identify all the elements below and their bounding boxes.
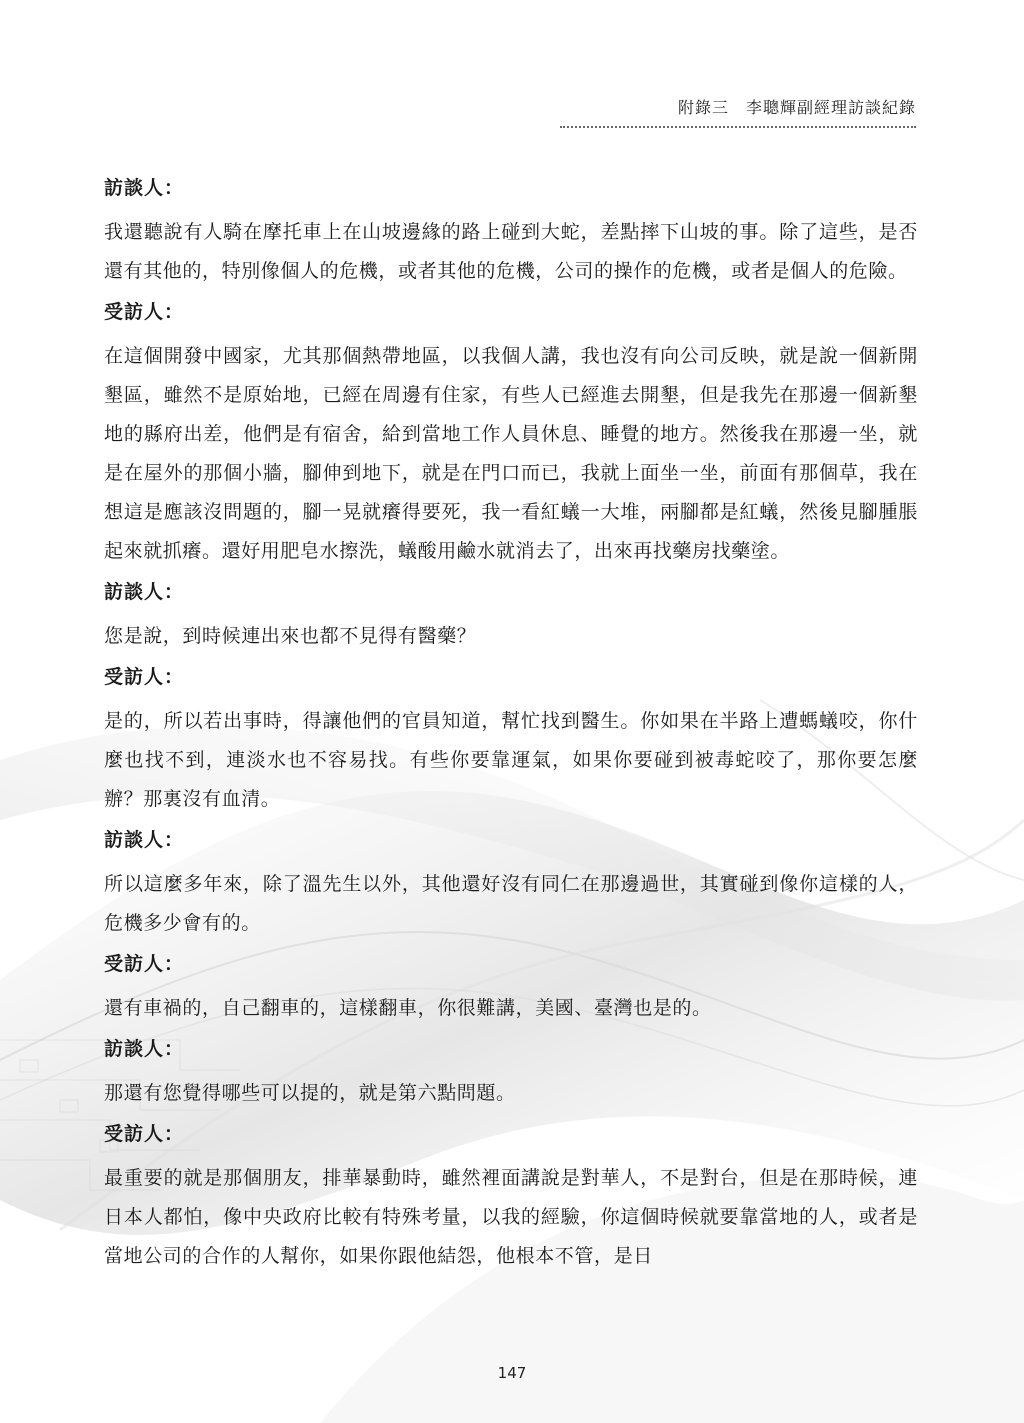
dialogue-entry bbox=[104, 175, 918, 291]
speaker-label-interviewee: 受訪人： bbox=[104, 1123, 185, 1145]
speaker-label-interviewer: 訪談人： bbox=[104, 177, 185, 199]
page-number: 147 bbox=[497, 1364, 527, 1382]
dialogue-entry bbox=[104, 579, 918, 656]
dialogue-text: 您是說，到時候連出來也都不見得有醫藥？ bbox=[104, 625, 477, 647]
dialogue-text: 那還有您覺得哪些可以提的，就是第六點問題。 bbox=[104, 1082, 516, 1104]
dialogue-text: 是的，所以若出事時，得讓他們的官員知道，幫忙找到醫生。你如果在半路上遭螞蟻咬，你什麼也找不到，連淡水也不容易找。有些你要靠運氣，如果你要碰到被毒蛇咬了，那你要怎麼辦？那裏沒有血清。 bbox=[104, 710, 918, 810]
speaker-label-interviewer: 訪談人： bbox=[104, 581, 185, 603]
dialogue-text: 還有車禍的，自己翻車的，這樣翻車，你很難講，美國、臺灣也是的。 bbox=[104, 997, 712, 1019]
dialogue-entry bbox=[104, 1121, 918, 1276]
dialogue-text: 最重要的就是那個朋友，排華暴動時，雖然裡面講說是對華人，不是對台，但是在那時候，連日本人都怕，像中央政府比較有特殊考量，以我的經驗，你這個時候就要靠當地的人，或者是當地公司的合作的人幫你，如果你跟他結怨，他根本不管，是日 bbox=[104, 1167, 918, 1267]
dialogue-entry bbox=[104, 827, 918, 943]
running-header bbox=[560, 96, 916, 128]
dialogue-text: 我還聽說有人騎在摩托車上在山坡邊緣的路上碰到大蛇，差點摔下山坡的事。除了這些，是否還有其他的，特別像個人的危機，或者其他的危機，公司的操作的危機，或者是個人的危險。 bbox=[104, 221, 918, 282]
header-dotted-rule bbox=[560, 126, 916, 128]
running-header-title: 附錄三 李聰輝副經理訪談紀錄 bbox=[677, 98, 916, 117]
speaker-label-interviewee: 受訪人： bbox=[104, 666, 185, 688]
speaker-label-interviewer: 訪談人： bbox=[104, 829, 185, 851]
dialogue-text: 所以這麼多年來，除了溫先生以外，其他還好沒有同仁在那邊過世，其實碰到像你這樣的人，危機多少會有的。 bbox=[104, 873, 918, 934]
speaker-label-interviewee: 受訪人： bbox=[104, 301, 185, 323]
speaker-label-interviewee: 受訪人： bbox=[104, 953, 185, 975]
dialogue-entry bbox=[104, 1036, 918, 1113]
interview-transcript bbox=[104, 175, 918, 1284]
dialogue-entry bbox=[104, 664, 918, 819]
dialogue-text: 在這個開發中國家，尤其那個熱帶地區，以我個人講，我也沒有向公司反映，就是說一個新開墾區，雖然不是原始地，已經在周邊有住家，有些人已經進去開墾，但是我先在那邊一個新墾地的縣府出差，他們是有宿舍，給到當地工作人員休息、睡覺的地方。然後我在那邊一坐，就是在屋外的那個小牆，腳伸到地下，就是在門口而已，我就上面坐一坐，前面有那個草，我在想這是應該沒問題的，腳一晃就癢得要死，我一看紅蟻一大堆，兩腳都是紅蟻，然後見腳腫脹起來就抓癢。還好用肥皂水擦洗，蟻酸用鹼水就消去了，出來再找藥房找藥塗。 bbox=[104, 345, 918, 562]
dialogue-entry bbox=[104, 299, 918, 571]
speaker-label-interviewer: 訪談人： bbox=[104, 1038, 185, 1060]
dialogue-entry bbox=[104, 951, 918, 1028]
